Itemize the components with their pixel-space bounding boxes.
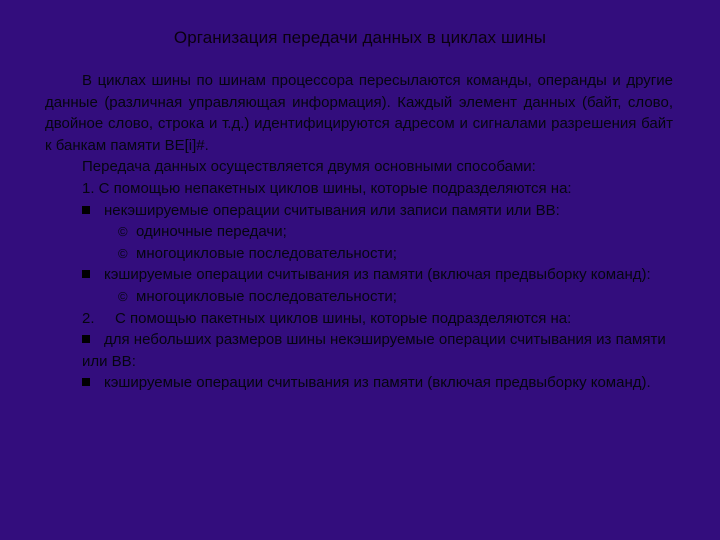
bullet-text-3: для небольших размеров шины некэшируемые операции считывания из памяти или ВВ:: [82, 331, 666, 370]
list-text-2: С помощью пакетных циклов шины, которые подразделяются на:: [115, 309, 572, 327]
sub-item-1: [45, 221, 673, 243]
sub-text-3: многоцикловые последовательности;: [136, 287, 397, 305]
sub-bullet-icon: ©: [118, 245, 128, 261]
sub-item-3: [45, 286, 673, 308]
sub-item-2: [45, 243, 673, 265]
bullet-item-3: [45, 329, 673, 372]
intro-paragraph: В циклах шины по шинам процессора пересылаются команды, операнды и другие данные (различная управляющая информация). Каждый элемент данных (байт, слово, двойное слово, строка и т.д.) идентифицируются адресом и сигналами разрешения байт к банкам памяти BE[i]#.: [45, 72, 673, 154]
bullet-text-4: кэшируемые операции считывания из памяти (включая предвыборку команд).: [104, 374, 651, 392]
list-item-1: 1. С помощью непакетных циклов шины, которые подразделяются на:: [82, 179, 572, 197]
bullet-item-2: [45, 264, 673, 286]
bullet-item-4: [45, 372, 673, 394]
bullet-text-2: кэшируемые операции считывания из памяти (включая предвыборку команд):: [104, 266, 651, 284]
slide-title: Организация передачи данных в циклах шины: [173, 28, 547, 47]
slide-body: [45, 70, 673, 394]
square-bullet-icon: [82, 206, 90, 214]
sub-text-1: одиночные передачи;: [136, 223, 287, 241]
square-bullet-icon: [82, 335, 90, 343]
list-item-2: [45, 308, 673, 330]
sub-text-2: многоцикловые последовательности;: [136, 244, 397, 262]
sub-bullet-icon: ©: [118, 288, 128, 304]
square-bullet-icon: [82, 270, 90, 278]
list-number-2: 2.: [82, 309, 95, 327]
sub-bullet-icon: ©: [118, 224, 128, 240]
square-bullet-icon: [82, 378, 90, 386]
methods-paragraph: Передача данных осуществляется двумя основными способами:: [82, 158, 536, 176]
bullet-item-1: [45, 200, 673, 222]
bullet-text-1: некэшируемые операции считывания или записи памяти или ВВ:: [104, 201, 560, 219]
